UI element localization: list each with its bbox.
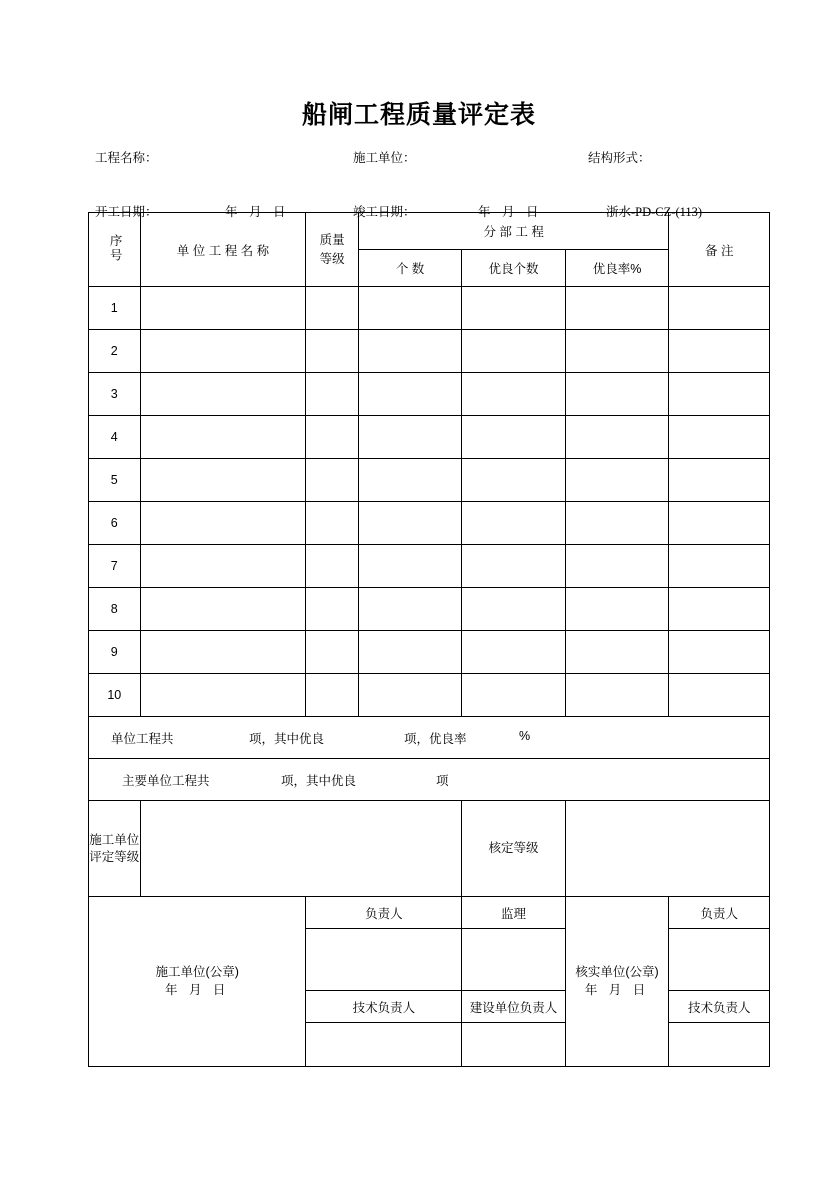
header-count: 个 数: [358, 250, 461, 287]
summary-unit-project: [89, 717, 770, 759]
cell-name[interactable]: [140, 674, 306, 717]
cell-note[interactable]: [669, 459, 770, 502]
quality-evaluation-table: [88, 212, 770, 1067]
cell-name[interactable]: [140, 502, 306, 545]
cell-count[interactable]: [358, 588, 461, 631]
cell-name[interactable]: [140, 545, 306, 588]
construction-unit-grade-label: 施工单位评定等级: [89, 801, 141, 897]
summary-line1-b: 项，其中优良: [249, 732, 325, 746]
form-code: 浙水-PD-CZ-(113): [606, 205, 703, 219]
technical-responsible-2-label: 技术负责人: [669, 991, 770, 1023]
header-note: 备 注: [669, 213, 770, 287]
start-date-value: 年 月 日: [225, 205, 290, 219]
cell-count[interactable]: [358, 287, 461, 330]
cell-excellent-count[interactable]: [462, 416, 565, 459]
construction-unit-responsible-signature[interactable]: [462, 1023, 565, 1067]
cell-excellent-count[interactable]: [462, 287, 565, 330]
supervision-label: 监理: [462, 897, 565, 929]
table-row[interactable]: [89, 416, 770, 459]
structure-type-label: 结构形式：: [588, 151, 651, 165]
technical-responsible-2-signature[interactable]: [669, 1023, 770, 1067]
cell-note[interactable]: [669, 287, 770, 330]
cell-excellent-rate[interactable]: [565, 631, 669, 674]
cell-note[interactable]: [669, 373, 770, 416]
summary-line2-c: 项: [436, 774, 449, 788]
signature-date-right: 年 月 日: [584, 983, 650, 997]
cell-excellent-count[interactable]: [462, 588, 565, 631]
project-name-label: 工程名称：: [95, 151, 158, 165]
start-date-label: 开工日期：: [95, 205, 158, 219]
responsible-person-signature[interactable]: [306, 929, 462, 991]
construction-unit-responsible-label: 建设单位负责人: [462, 991, 565, 1023]
cell-grade[interactable]: [306, 545, 358, 588]
cell-name[interactable]: [140, 330, 306, 373]
cell-seq: 6: [89, 502, 141, 545]
header-excellent-count: 优良个数: [462, 250, 565, 287]
cell-count[interactable]: [358, 416, 461, 459]
cell-note[interactable]: [669, 416, 770, 459]
cell-name[interactable]: [140, 459, 306, 502]
verified-grade-value[interactable]: [565, 801, 769, 897]
technical-responsible-signature[interactable]: [306, 1023, 462, 1067]
table-header-row-1: [89, 213, 770, 250]
cell-name[interactable]: [140, 287, 306, 330]
supervision-signature[interactable]: [462, 929, 565, 991]
cell-grade[interactable]: [306, 287, 358, 330]
cell-excellent-rate[interactable]: [565, 588, 669, 631]
summary-main-unit-project: [89, 759, 770, 801]
page-title: 船闸工程质量评定表: [301, 100, 536, 129]
cell-name[interactable]: [140, 373, 306, 416]
table-row[interactable]: [89, 459, 770, 502]
responsible-person-2-signature[interactable]: [669, 929, 770, 991]
cell-name[interactable]: [140, 631, 306, 674]
header-seq: 序号: [89, 213, 141, 287]
cell-count[interactable]: [358, 674, 461, 717]
cell-excellent-rate[interactable]: [565, 545, 669, 588]
cell-count[interactable]: [358, 373, 461, 416]
cell-count[interactable]: [358, 330, 461, 373]
table-row[interactable]: [89, 588, 770, 631]
cell-grade[interactable]: [306, 588, 358, 631]
cell-excellent-count[interactable]: [462, 330, 565, 373]
table-row[interactable]: [89, 631, 770, 674]
responsible-person-label: 负责人: [306, 897, 462, 929]
table-row[interactable]: [89, 545, 770, 588]
cell-excellent-rate[interactable]: [565, 502, 669, 545]
construction-unit-seal-cell[interactable]: [89, 897, 306, 1067]
table-row[interactable]: [89, 287, 770, 330]
cell-grade[interactable]: [306, 631, 358, 674]
cell-grade[interactable]: [306, 373, 358, 416]
construction-unit-seal-label: 施工单位(公章): [155, 965, 239, 979]
cell-note[interactable]: [669, 502, 770, 545]
cell-note[interactable]: [669, 545, 770, 588]
cell-note[interactable]: [669, 330, 770, 373]
construction-unit-grade-value[interactable]: [140, 801, 462, 897]
table-row[interactable]: [89, 502, 770, 545]
cell-note[interactable]: [669, 674, 770, 717]
technical-responsible-label: 技术负责人: [306, 991, 462, 1023]
cell-excellent-rate[interactable]: [565, 674, 669, 717]
signature-date-left: 年 月 日: [164, 983, 230, 997]
cell-excellent-rate[interactable]: [565, 287, 669, 330]
cell-seq: 7: [89, 545, 141, 588]
header-quality-grade-line1: 质量: [319, 232, 345, 247]
verify-unit-seal-label: 核实单位(公章): [575, 965, 659, 979]
cell-seq: 1: [89, 287, 141, 330]
cell-excellent-rate[interactable]: [565, 459, 669, 502]
summary-line1-c: 项，优良率: [404, 732, 467, 746]
finish-date-value: 年 月 日: [478, 205, 543, 219]
cell-seq: 10: [89, 674, 141, 717]
cell-excellent-count[interactable]: [462, 545, 565, 588]
cell-count[interactable]: [358, 459, 461, 502]
cell-excellent-rate[interactable]: [565, 373, 669, 416]
summary-line1-a: 单位工程共: [111, 732, 174, 746]
cell-grade[interactable]: [306, 330, 358, 373]
responsible-person-2-label: 负责人: [669, 897, 770, 929]
verify-unit-seal-cell[interactable]: [565, 897, 669, 1067]
summary-line1-d: %: [519, 729, 531, 743]
cell-note[interactable]: [669, 631, 770, 674]
cell-excellent-count[interactable]: [462, 459, 565, 502]
evaluation-row: [89, 801, 770, 897]
summary-row-2: [89, 759, 770, 801]
cell-count[interactable]: [358, 631, 461, 674]
cell-grade[interactable]: [306, 416, 358, 459]
cell-excellent-rate[interactable]: [565, 330, 669, 373]
header-quality-grade: [306, 213, 358, 287]
cell-name[interactable]: [140, 416, 306, 459]
meta-row-project: [88, 148, 770, 170]
cell-seq: 4: [89, 416, 141, 459]
construction-unit-label: 施工单位：: [353, 151, 416, 165]
summary-line2-b: 项，其中优良: [281, 774, 357, 788]
verified-grade-label: 核定等级: [462, 801, 565, 897]
cell-excellent-count[interactable]: [462, 373, 565, 416]
cell-grade[interactable]: [306, 674, 358, 717]
cell-seq: 5: [89, 459, 141, 502]
cell-excellent-rate[interactable]: [565, 416, 669, 459]
header-unit-project-name: 单 位 工 程 名 称: [140, 213, 306, 287]
cell-excellent-count[interactable]: [462, 631, 565, 674]
cell-count[interactable]: [358, 545, 461, 588]
cell-grade[interactable]: [306, 459, 358, 502]
cell-seq: 3: [89, 373, 141, 416]
table-row[interactable]: [89, 330, 770, 373]
header-sub-project: 分 部 工 程: [358, 213, 669, 250]
finish-date-label: 竣工日期：: [353, 205, 416, 219]
header-excellent-rate: 优良率%: [565, 250, 669, 287]
cell-excellent-count[interactable]: [462, 502, 565, 545]
summary-line2-a: 主要单位工程共: [122, 774, 210, 788]
cell-seq: 2: [89, 330, 141, 373]
cell-excellent-count[interactable]: [462, 674, 565, 717]
summary-row-1: [89, 717, 770, 759]
cell-count[interactable]: [358, 502, 461, 545]
signature-header-row: [89, 897, 770, 929]
cell-grade[interactable]: [306, 502, 358, 545]
table-row[interactable]: [89, 674, 770, 717]
cell-seq: 8: [89, 588, 141, 631]
cell-name[interactable]: [140, 588, 306, 631]
cell-seq: 9: [89, 631, 141, 674]
header-quality-grade-line2: 等级: [319, 251, 345, 266]
cell-note[interactable]: [669, 588, 770, 631]
table-row[interactable]: [89, 373, 770, 416]
